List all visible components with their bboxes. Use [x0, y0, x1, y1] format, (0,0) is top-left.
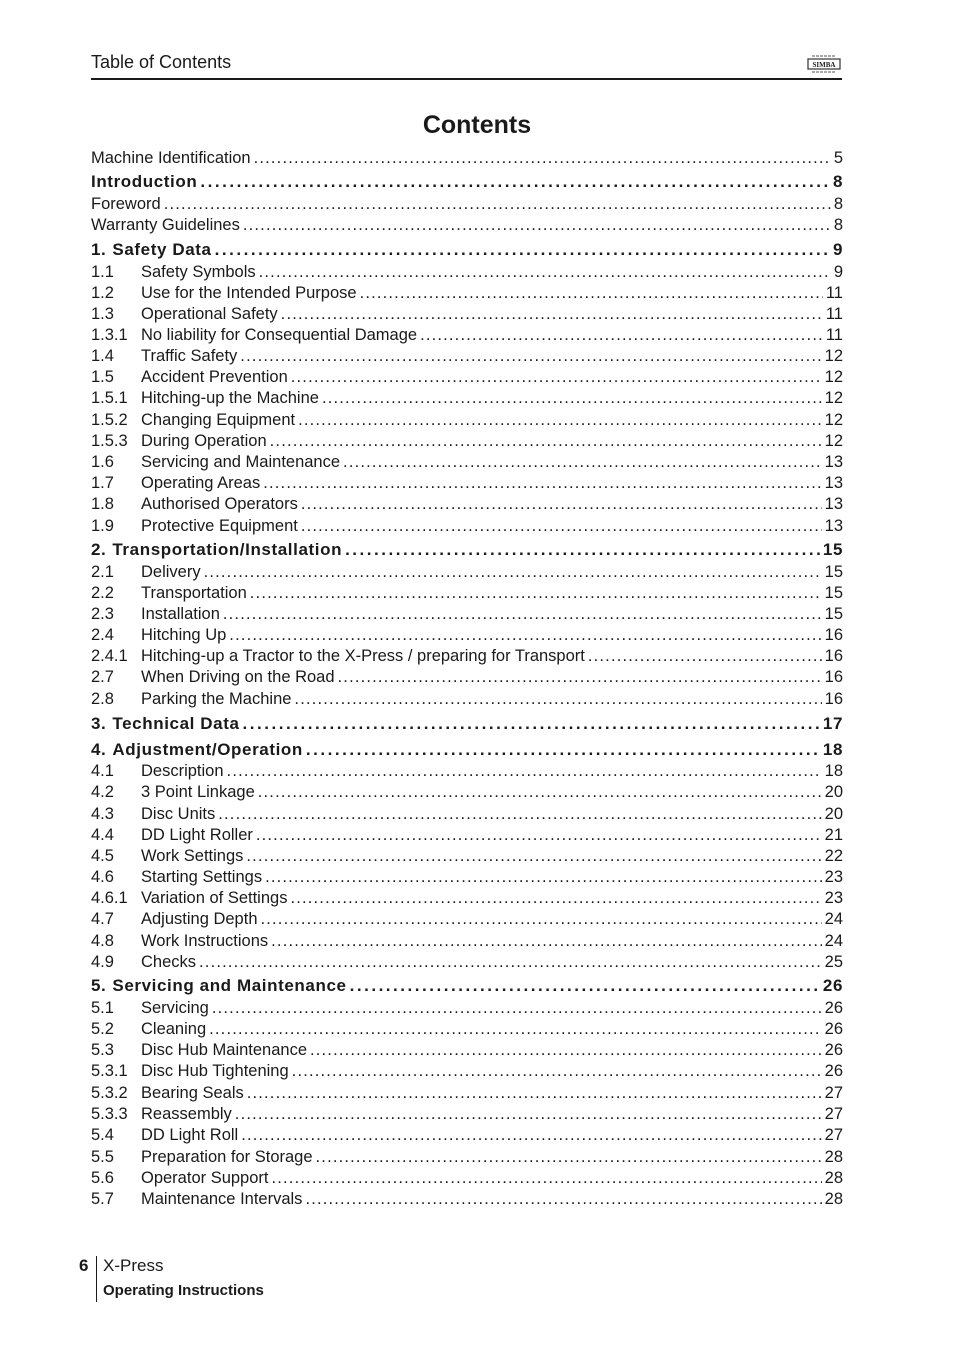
toc-entry-number: 4.7: [91, 910, 114, 928]
toc-entry-number: 1.3.1: [91, 326, 128, 344]
toc-entry[interactable]: [91, 240, 843, 260]
toc-dot-leader: [227, 761, 822, 781]
toc-entry[interactable]: [91, 325, 843, 345]
toc-entry[interactable]: [91, 667, 843, 687]
toc-entry[interactable]: [91, 283, 843, 303]
toc-entry[interactable]: [91, 761, 843, 781]
toc-entry-number: 5.: [91, 976, 107, 995]
toc-entry-number: 2.8: [91, 690, 114, 708]
toc-entry-label: Safety Data: [112, 240, 212, 259]
toc-entry-number: 1.5.1: [91, 389, 128, 407]
toc-dot-leader: [164, 194, 831, 214]
toc-entry-label: Adjustment/Operation: [112, 740, 303, 759]
toc-entry-number: 4.6: [91, 868, 114, 886]
toc-entry-label: Technical Data: [112, 714, 240, 733]
toc-entry-number: 5.7: [91, 1190, 114, 1208]
toc-dot-leader: [199, 952, 822, 972]
toc-dot-leader: [271, 931, 821, 951]
toc-dot-leader: [270, 431, 822, 451]
toc-entry-label: Maintenance Intervals: [141, 1190, 303, 1208]
toc-dot-leader: [290, 888, 821, 908]
footer-divider: [96, 1256, 97, 1302]
toc-entry[interactable]: [91, 452, 843, 472]
toc-dot-leader: [588, 646, 822, 666]
toc-entry-number: 2.1: [91, 563, 114, 581]
toc-entry-label: Operator Support: [141, 1169, 269, 1187]
toc-dot-leader: [235, 1104, 822, 1124]
toc-dot-leader: [305, 1189, 821, 1209]
toc-entry[interactable]: [91, 604, 843, 624]
toc-entry[interactable]: [91, 1147, 843, 1167]
toc-entry-number: 5.6: [91, 1169, 114, 1187]
toc-dot-leader: [243, 215, 831, 235]
toc-entry-page: 21: [824, 826, 843, 844]
toc-entry-number: 4.1: [91, 762, 114, 780]
toc-dot-leader: [258, 782, 822, 802]
toc-entry[interactable]: [91, 976, 843, 996]
toc-dot-leader: [298, 410, 822, 430]
toc-dot-leader: [215, 240, 830, 260]
toc-entry[interactable]: [91, 825, 843, 845]
toc-entry-label: 3 Point Linkage: [141, 783, 255, 801]
toc-entry-number: 4.4: [91, 826, 114, 844]
toc-entry-number: 2.2: [91, 584, 114, 602]
toc-entry-label: Adjusting Depth: [141, 910, 258, 928]
toc-entry-page: 12: [824, 347, 843, 365]
toc-entry-label: Starting Settings: [141, 868, 263, 886]
toc-entry-label: Accident Prevention: [141, 368, 288, 386]
toc-entry-number: 1.: [91, 240, 107, 259]
toc-entry-label: Disc Hub Maintenance: [141, 1041, 307, 1059]
toc-entry[interactable]: [91, 689, 843, 709]
toc-entry-page: 13: [824, 495, 843, 513]
footer-product-name: X-Press: [103, 1256, 164, 1275]
toc-entry-label: DD Light Roll: [141, 1126, 239, 1144]
toc-entry[interactable]: [91, 625, 843, 645]
toc-dot-leader: [209, 1019, 822, 1039]
toc-entry-label: Operating Areas: [141, 474, 261, 492]
toc-entry-number: 2.3: [91, 605, 114, 623]
toc-entry-label: Introduction: [91, 172, 198, 191]
toc-entry-page: 27: [824, 1084, 843, 1102]
toc-entry-number: 5.3.1: [91, 1062, 128, 1080]
toc-dot-leader: [360, 283, 823, 303]
toc-entry-page: 15: [824, 563, 843, 581]
toc-entry-page: 15: [824, 584, 843, 602]
toc-dot-leader: [338, 667, 822, 687]
toc-entry-page: 13: [824, 517, 843, 535]
toc-entry[interactable]: [91, 540, 843, 560]
toc-entry-label: Parking the Machine: [141, 690, 292, 708]
toc-entry-label: Servicing: [141, 999, 209, 1017]
svg-text:SIMBA: SIMBA: [812, 61, 836, 69]
toc-dot-leader: [294, 689, 821, 709]
toc-entry[interactable]: [91, 473, 843, 493]
toc-entry-number: 2.4: [91, 626, 114, 644]
toc-entry-number: 5.3.2: [91, 1084, 128, 1102]
toc-dot-leader: [301, 516, 822, 536]
toc-entry[interactable]: [91, 583, 843, 603]
footer-subtitle: Operating Instructions: [103, 1282, 264, 1299]
toc-entry-label: Traffic Safety: [141, 347, 238, 365]
toc-entry[interactable]: [91, 931, 843, 951]
toc-entry-number: 1.6: [91, 453, 114, 471]
toc-entry[interactable]: [91, 148, 843, 168]
toc-entry-label: Disc Hub Tightening: [141, 1062, 289, 1080]
toc-entry-page: 24: [824, 910, 843, 928]
toc-dot-leader: [212, 998, 822, 1018]
toc-entry-label: Description: [141, 762, 224, 780]
toc-entry-number: 5.3.3: [91, 1105, 128, 1123]
toc-entry-label: Servicing and Maintenance: [141, 453, 341, 471]
toc-entry-page: 12: [824, 368, 843, 386]
toc-entry-label: Authorised Operators: [141, 495, 298, 513]
toc-entry-number: 2.: [91, 540, 107, 559]
toc-entry-page: 20: [824, 783, 843, 801]
toc-dot-leader: [343, 452, 822, 472]
toc-entry-label: Machine Identification: [91, 149, 251, 167]
toc-dot-leader: [265, 867, 822, 887]
toc-entry-page: 20: [824, 805, 843, 823]
toc-entry-number: 1.3: [91, 305, 114, 323]
toc-entry[interactable]: [91, 562, 843, 582]
toc-dot-leader: [200, 172, 830, 192]
toc-entry-label: Disc Units: [141, 805, 216, 823]
toc-dot-leader: [223, 604, 822, 624]
toc-entry-label: Variation of Settings: [141, 889, 288, 907]
toc-entry[interactable]: [91, 1083, 843, 1103]
toc-entry-number: 4.: [91, 740, 107, 759]
toc-entry[interactable]: [91, 867, 843, 887]
toc-entry-page: 8: [832, 172, 843, 191]
toc-entry-page: 18: [822, 740, 843, 759]
toc-entry-number: 5.4: [91, 1126, 114, 1144]
toc-entry[interactable]: [91, 388, 843, 408]
toc-dot-leader: [263, 473, 821, 493]
toc-entry-page: 23: [824, 889, 843, 907]
toc-entry-page: 26: [824, 1020, 843, 1038]
toc-entry[interactable]: [91, 262, 843, 282]
toc-entry-page: 15: [824, 605, 843, 623]
toc-entry-page: 28: [824, 1169, 843, 1187]
toc-dot-leader: [291, 367, 822, 387]
toc-entry-label: Use for the Intended Purpose: [141, 284, 357, 302]
toc-entry[interactable]: [91, 194, 843, 214]
toc-entry-page: 26: [822, 976, 843, 995]
toc-entry-label: Hitching-up the Machine: [141, 389, 319, 407]
toc-entry[interactable]: [91, 1104, 843, 1124]
toc-entry-label: Reassembly: [141, 1105, 232, 1123]
toc-entry-page: 12: [824, 389, 843, 407]
toc-entry[interactable]: [91, 346, 843, 366]
toc-entry-label: Work Instructions: [141, 932, 269, 950]
toc-entry-page: 24: [824, 932, 843, 950]
toc-entry-number: 5.2: [91, 1020, 114, 1038]
toc-entry[interactable]: [91, 846, 843, 866]
toc-entry[interactable]: [91, 782, 843, 802]
document-title: Contents: [422, 111, 532, 139]
toc-entry-label: Checks: [141, 953, 197, 971]
toc-dot-leader: [247, 1083, 822, 1103]
toc-entry-number: 5.1: [91, 999, 114, 1017]
toc-dot-leader: [229, 625, 821, 645]
footer-page-number: 6: [79, 1256, 89, 1275]
toc-entry-label: Safety Symbols: [141, 263, 256, 281]
toc-entry-page: 27: [824, 1105, 843, 1123]
toc-entry-label: Changing Equipment: [141, 411, 296, 429]
toc-entry[interactable]: [91, 1040, 843, 1060]
toc-dot-leader: [241, 1125, 821, 1145]
toc-entry[interactable]: [91, 714, 843, 734]
toc-dot-leader: [256, 825, 822, 845]
toc-entry[interactable]: [91, 1019, 843, 1039]
toc-entry-page: 15: [822, 540, 843, 559]
toc-entry-page: 17: [822, 714, 843, 733]
toc-entry-page: 22: [824, 847, 843, 865]
toc-entry[interactable]: [91, 215, 843, 235]
toc-dot-leader: [345, 540, 820, 560]
toc-entry[interactable]: [91, 1061, 843, 1081]
toc-entry-label: Operational Safety: [141, 305, 278, 323]
toc-entry-number: 4.3: [91, 805, 114, 823]
toc-entry[interactable]: [91, 516, 843, 536]
toc-entry-label: Hitching-up a Tractor to the X-Press / preparing for Transport: [141, 647, 585, 665]
toc-entry-page: 25: [824, 953, 843, 971]
toc-entry[interactable]: [91, 952, 843, 972]
toc-dot-leader: [272, 1168, 822, 1188]
toc-entry-number: 1.1: [91, 263, 114, 281]
toc-entry-label: Hitching Up: [141, 626, 227, 644]
toc-entry-number: 1.2: [91, 284, 114, 302]
toc-dot-leader: [281, 304, 823, 324]
toc-entry[interactable]: [91, 909, 843, 929]
toc-entry-page: 12: [824, 432, 843, 450]
toc-entry-page: 27: [824, 1126, 843, 1144]
toc-entry-label: DD Light Roller: [141, 826, 253, 844]
toc-dot-leader: [243, 714, 820, 734]
toc-entry-page: 12: [824, 411, 843, 429]
toc-entry-number: 1.8: [91, 495, 114, 513]
toc-entry-number: 4.2: [91, 783, 114, 801]
toc-entry-page: 11: [825, 326, 843, 344]
toc-entry[interactable]: [91, 304, 843, 324]
toc-entry-page: 5: [833, 149, 843, 167]
toc-dot-leader: [310, 1040, 822, 1060]
toc-entry[interactable]: [91, 410, 843, 430]
toc-entry-page: 8: [833, 195, 843, 213]
toc-entry[interactable]: [91, 367, 843, 387]
toc-entry[interactable]: [91, 431, 843, 451]
toc-entry-number: 2.4.1: [91, 647, 128, 665]
simba-logo: [807, 54, 841, 74]
toc-entry-page: 9: [833, 263, 843, 281]
toc-entry-number: 5.5: [91, 1148, 114, 1166]
toc-dot-leader: [259, 262, 831, 282]
toc-entry-number: 1.7: [91, 474, 114, 492]
toc-entry-label: Servicing and Maintenance: [112, 976, 347, 995]
toc-entry-label: No liability for Consequential Damage: [141, 326, 418, 344]
toc-entry-page: 13: [824, 474, 843, 492]
toc-entry-page: 28: [824, 1148, 843, 1166]
toc-dot-leader: [316, 1147, 822, 1167]
toc-entry-label: Transportation/Installation: [112, 540, 343, 559]
toc-entry-page: 16: [824, 668, 843, 686]
toc-entry-number: 5.3: [91, 1041, 114, 1059]
toc-entry-label: Work Settings: [141, 847, 244, 865]
toc-entry-label: Cleaning: [141, 1020, 207, 1038]
toc-entry-page: 28: [824, 1190, 843, 1208]
toc-entry-label: Foreword: [91, 195, 161, 213]
toc-dot-leader: [218, 804, 821, 824]
toc-entry-page: 18: [824, 762, 843, 780]
header-title: Table of Contents: [91, 52, 232, 72]
toc-entry-page: 16: [824, 626, 843, 644]
toc-entry[interactable]: [91, 1168, 843, 1188]
toc-entry-label: Warranty Guidelines: [91, 216, 240, 234]
toc-entry-number: 4.9: [91, 953, 114, 971]
toc-entry-number: 4.6.1: [91, 889, 128, 907]
toc-entry-label: During Operation: [141, 432, 267, 450]
toc-entry-page: 11: [825, 305, 843, 323]
toc-entry-page: 26: [824, 1041, 843, 1059]
toc-entry-label: Installation: [141, 605, 220, 623]
toc-entry-number: 3.: [91, 714, 107, 733]
toc-entry-page: 8: [833, 216, 843, 234]
toc-entry[interactable]: [91, 998, 843, 1018]
toc-entry-label: Bearing Seals: [141, 1084, 244, 1102]
toc-entry-page: 11: [825, 284, 843, 302]
toc-entry-page: 26: [824, 999, 843, 1017]
toc-entry-page: 26: [824, 1062, 843, 1080]
toc-entry-number: 4.5: [91, 847, 114, 865]
toc-entry-page: 9: [832, 240, 843, 259]
toc-entry-label: Preparation for Storage: [141, 1148, 313, 1166]
toc-entry-page: 16: [824, 690, 843, 708]
toc-entry-number: 4.8: [91, 932, 114, 950]
toc-dot-leader: [261, 909, 822, 929]
toc-entry-page: 16: [824, 647, 843, 665]
toc-dot-leader: [246, 846, 821, 866]
toc-dot-leader: [322, 388, 822, 408]
toc-dot-leader: [306, 740, 820, 760]
toc-entry-page: 13: [824, 453, 843, 471]
toc-dot-leader: [301, 494, 822, 514]
toc-entry[interactable]: [91, 740, 843, 760]
toc-entry-label: Transportation: [141, 584, 247, 602]
toc-entry[interactable]: [91, 888, 843, 908]
toc-dot-leader: [250, 583, 822, 603]
toc-entry-label: Delivery: [141, 563, 201, 581]
toc-entry[interactable]: [91, 1125, 843, 1145]
toc-dot-leader: [240, 346, 821, 366]
toc-entry[interactable]: [91, 804, 843, 824]
toc-entry-number: 1.4: [91, 347, 114, 365]
page-header: [91, 50, 842, 80]
toc-dot-leader: [204, 562, 822, 582]
toc-entry-number: 2.7: [91, 668, 114, 686]
toc-entry-label: Protective Equipment: [141, 517, 298, 535]
toc-entry[interactable]: [91, 646, 843, 666]
toc-entry-number: 1.9: [91, 517, 114, 535]
toc-dot-leader: [420, 325, 823, 345]
toc-entry-number: 1.5: [91, 368, 114, 386]
toc-entry[interactable]: [91, 494, 843, 514]
toc-entry[interactable]: [91, 1189, 843, 1209]
toc-entry[interactable]: [91, 172, 843, 192]
toc-entry-number: 1.5.3: [91, 432, 128, 450]
toc-dot-leader: [292, 1061, 822, 1081]
toc-entry-label: When Driving on the Road: [141, 668, 335, 686]
toc-dot-leader: [254, 148, 831, 168]
toc-entry-page: 23: [824, 868, 843, 886]
toc-dot-leader: [350, 976, 820, 996]
toc-entry-number: 1.5.2: [91, 411, 128, 429]
